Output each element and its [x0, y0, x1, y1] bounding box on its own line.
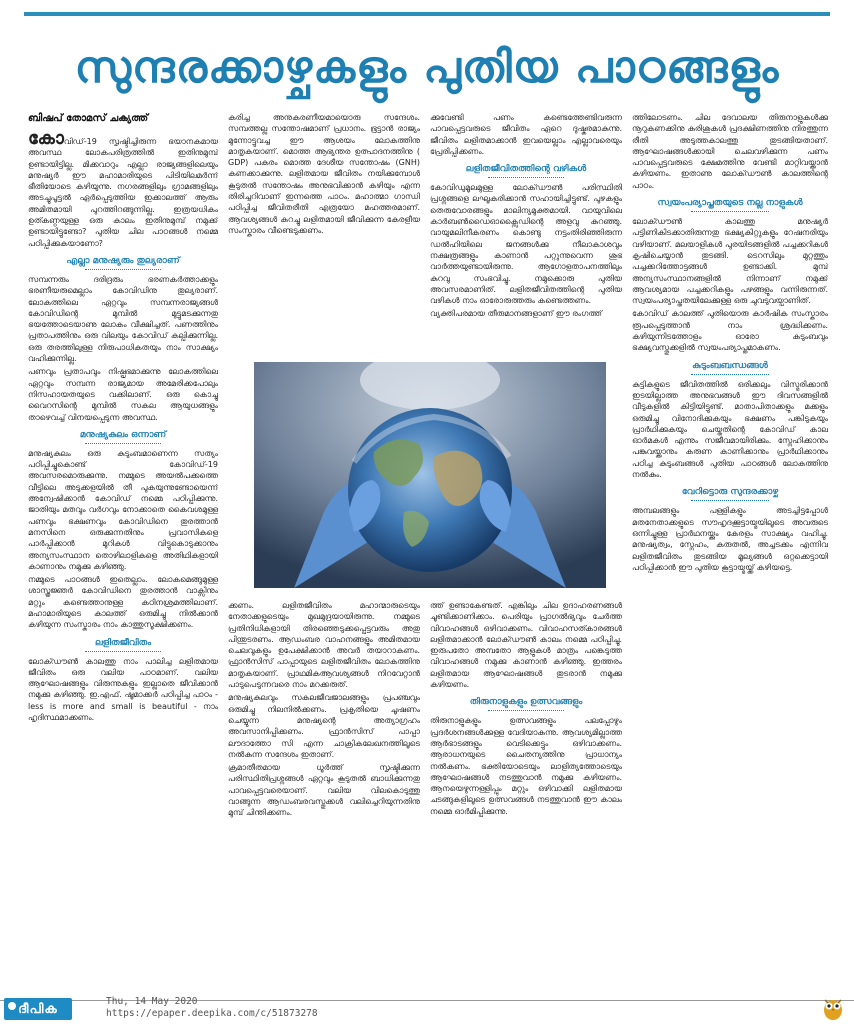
epaper-url[interactable]: https://epaper.deepika.com/c/51873278 [106, 1008, 318, 1019]
logo-dot-icon [8, 1002, 16, 1010]
paragraph: മനുഷ്യകുലം ഒരു കുടുംബമാണെന്ന സത്യം പഠിപ്പിച്ചുകൊണ്ട് കോവിഡ്-19 അവസരമൊരുക്കുന്നു. നമ്മുടെ അയൽപക്കത്തെ വീട്ടിലെ അടുക്കളയിൽ തീ പുകയുന്നുണ്ടോയെന്ന് അന്വേഷിക്കാൻ കോവിഡ് നമ്മെ പഠിപ്പിക്കുന്നു. ജാതിയും മതവും വർഗവും നോക്കാതെ കൈവശമുള്ള പണവും ഭക്ഷണവും കോവിഡിനെ തുരത്താൻ മനസിനെ ഒരുക്കുന്നതിനും പ്രവാസികളെ പാർപ്പിക്കാൻ മുറികൾ വിട്ടുകൊടുക്കാനും അന്യസംസ്ഥാന തൊഴിലാളികളെ അതിഥികളായി കാണാനും നമുക്കു കഴിഞ്ഞു. [28, 448, 218, 571]
column-4 [632, 112, 828, 970]
deepika-logo[interactable] [4, 998, 72, 1020]
paragraph: സമ്പന്നരും ദരിദ്രരും ഭരണകർത്താക്കളും ഭരണീയരുമെല്ലാം കോവിഡിനു തുല്യരാണ്. ലോകത്തിലെ ഏറ്റവും സമ്പന്നരാജ്യങ്ങൾ കോവിഡിന്റെ മുമ്പിൽ മുട്ടുമടക്കുന്നതു ഭയത്തോടെയാണു ലോകം വീക്ഷിച്ചത്. പണത്തിനും പ്രതാപത്തിനും ഒരു വിലയും കോവിഡ് കല്പിക്കുന്നില്ല. ഒരു തരത്തിലുള്ള നിരുപാധികതയും നാം സാക്ഷ്യം വഹിക്കുന്നില്ല. [28, 274, 218, 364]
top-rule [24, 12, 830, 16]
subhead-self-sufficiency: സ്വയംപര്യാപ്തതയുടെ നല്ല നാളുകൾ [632, 197, 828, 212]
paragraph: കരിച്ച അനുകരണീയമായൊരു സന്ദേശം. സമ്പത്തല്ല സന്തോഷമാണ് പ്രധാനം. ഭൂട്ടാൻ രാജ്യം മുന്നോട്ടുവച്ച ഈ ആശയം ലോകത്തിനു മാതൃകയാണ്. മൊത്ത ആഭ്യന്തര ഉത്പാദനത്തിനു ( GDP) പകരം മൊത്ത ദേശീയ സന്തോഷം (GNH) കണക്കാക്കുന്നു. ലളിതമായ ജീവിതം നയിക്കുമ്പോൾ കൂടുതൽ സന്തോഷം അനുഭവിക്കാൻ കഴിയും എന്ന തിരിച്ചറിവാണ് ഇന്നത്തെ പാഠം. മഹാത്മാ ഗാന്ധി പഠിപ്പിച്ച ജീവിതരീതി എത്രയോ മഹത്തരമാണ്. ആവശ്യങ്ങൾ കുറച്ചു ലളിതമായി ജീവിക്കുന്ന കേരളീയ സംസ്കാരം വീണ്ടെടുക്കണം. [228, 113, 420, 235]
paragraph: ലോക്ഡൗൺ കാലത്തു മനുഷ്യർ പട്ടിണികിടക്കാതിരുന്നതു ഭക്ഷ്യകിറ്റുകളും റേഷനരിയും വഴിയാണ്. മലയാളികൾ പുരയിടങ്ങളിൽ പച്ചക്കറികൾ കൃഷിചെയ്യാൻ തുടങ്ങി. ടെറസിലും മുറ്റത്തും പച്ചക്കറിത്തോട്ടങ്ങൾ ഉണ്ടാക്കി. മുമ്പ് അന്യസംസ്ഥാനങ്ങളിൽ നിന്നാണ് നമുക്ക് ആവശ്യമായ പച്ചക്കറികളും പഴങ്ങളും വന്നിരുന്നത്. സ്വയംപര്യാപ്തതയിലേക്കുള്ള ഒരു ചുവടുവയ്പാണിത്. [632, 217, 828, 306]
publish-date: Thu, 14 May 2020 [106, 996, 198, 1007]
paragraph: പണവും പ്രതാപവും നിഷ്പ്രഭമാക്കുന്നു ലോകത്തിലെ ഏറ്റവും സമ്പന്ന രാജ്യമായ അമേരിക്കപോലും നിസഹായതയുടെ വക്കിലാണ്. ഒരു കൊച്ചു വൈറസിന്റെ മുമ്പിൽ സകല ആയുധങ്ങളും താഴെവച്ച് വിനയപ്പെടുന്ന അവസ്ഥ. [28, 367, 218, 422]
subhead-equality: എല്ലാ മനുഷ്യരും തുല്യരാണ് [28, 255, 218, 270]
footer [0, 994, 854, 1024]
paragraph: ക്കുവേണ്ടി പണം കണ്ടെത്തേണ്ടിവരുന്ന പാവപ്പെട്ടവരുടെ ജീവിതം ഏറെ ദുഷ്കരമാകുന്നു. ജീവിതം ലളിതമാക്കാൻ ഇവയെല്ലാം എല്ലാവരെയും പ്രേരിപ്പിക്കണം. [430, 113, 622, 156]
intro-paragraph [28, 128, 218, 249]
logo-text: ദീപിക [18, 1001, 58, 1017]
paragraph: ക്രമാതീതമായ ധൂർത്ത് സൃഷ്ടിക്കുന്ന പരിസ്ഥിതിപ്രശ്നങ്ങൾ ഏറ്റവും കൂടുതൽ ബാധിക്കുന്നതു പാവപ്പെട്ടവരെയാണ്. വലിയ വിലകൊടുത്തു വാങ്ങുന്ന ആഡംബരവസ്തുക്കൾ വലിച്ചെറിയുന്നതിനു മുമ്പ് ചിന്തിക്കണം. [228, 763, 420, 818]
paragraph: അമ്പലങ്ങളും പള്ളികളും അടച്ചിട്ടപ്പോൾ മതനേതാക്കളുടെ സൗഹൃദക്കൂട്ടായ്മയിലൂടെ അവരുടെ ഒന്നിച്ചുള്ള പ്രാർഥനയ്ക്കും കേരളം സാക്ഷ്യം വഹിച്ചു. മനുഷ്യത്വം, സ്നേഹം, കരുതൽ, അച്ചടക്കം എന്നിവ ലളിതജീവിതം തുടങ്ങിയ മൂല്യങ്ങൾ ഒറ്റക്കെട്ടായി പഠിപ്പിക്കാൻ ഈ പുതിയ കൂട്ടായ്മയ്ക്ക് കഴിയട്ടെ. [632, 506, 828, 572]
dropcap: കോ [28, 128, 64, 149]
paragraph: കോവിഡുമൂലമുള്ള ലോക്ഡൗൺ പരിസ്ഥിതി പ്രശ്നങ്ങളെ ലഘൂകരിക്കാൻ സഹായിച്ചിട്ടുണ്ട്. പുഴകളും തെരുവോരങ്ങളും മാലിന്യമുക്തമായി. വായുവിലെ കാർബൺഡൈഓക്സൈഡിന്റെ അളവു കുറഞ്ഞു. വായുമലിനീകരണം കൊണ്ടു നട്ടംതിരിഞ്ഞിരുന്ന ഡൽഹിയിലെ ജനങ്ങൾക്കു നീലാകാശവും നക്ഷത്രങ്ങളും കാണാൻ പറ്റുന്നുവെന്ന ശുഭ വാർത്തയുണ്ടായിരുന്നു. ആഗോളതാപനത്തിലും കുറവു സംഭവിച്ചു. നമുക്കൊരു പുതിയ അവസരമാണിത്. ലളിതജീവിതത്തിന്റെ പുതിയ വഴികൾ നാം ഓരോരുത്തരും കണ്ടെത്തണം. [430, 183, 622, 306]
subhead-simple-life: ലളിതജീവിതം [28, 637, 218, 652]
paragraph: ത്ത് ഉണ്ടാകേണ്ടത്. എങ്കിലും ചില ഉദാഹരണങ്ങൾ ചൂണ്ടിക്കാണിക്കാം. പെരിയും പ്രാഗൽഭ്യവും ചേർത്ത വിവാഹങ്ങൾ ഒഴിവാക്കണം. വിവാഹസത്കാരങ്ങൾ ലളിതമാക്കാൻ ലോക്ഡൗൺ കാലം നമ്മെ പഠിപ്പിച്ചു. ഇരുപതോ അമ്പതോ ആളുകൾ മാത്രം പങ്കെടുത്ത വിവാഹങ്ങൾ നമുക്കു കാണാൻ കഴിഞ്ഞു. ഇത്തരം ലളിതമായ ആഘോഷങ്ങൾ തുടരാൻ നമുക്കു കഴിയണം. [430, 601, 622, 690]
byline: ബിഷപ് തോമസ് ചക്യത്ത് [28, 113, 149, 124]
paragraph: കുട്ടികളുടെ ജീവിതത്തിൽ ഒരിക്കലും വിസ്മരിക്കാൻ ഇടയില്ലാത്ത അനുഭവങ്ങൾ ഈ ദിവസങ്ങളിൽ വീടുകളിൽ കിട്ടിയിട്ടുണ്ട്. മാതാപിതാക്കളും മക്കളും ഒരുമിച്ചു വിനോദിക്കുകയും ഭക്ഷണം പങ്കിടുകയും പ്രാർഥിക്കുകയും ചെയ്തതിന്റെ കോവിഡ് കാല ഓർമകൾ എന്നും സജീവമായിരിക്കും. സ്നേഹിക്കാനും പങ്കുവയ്ക്കാനും കരുണ കാണിക്കാനും പ്രാർഥിക്കാനും പഠിച്ച കുടുംബങ്ങൾ പുതിയ പാഠങ്ങൾ ലോകത്തിനു നൽകും. [632, 379, 828, 480]
subhead-different-view: വേറിട്ടൊരു സുന്ദരക്കാഴ്ച [632, 486, 828, 501]
paragraph: മനുഷ്യകുലവും സകലജീവജാലങ്ങളും പ്രപഞ്ചവും ഒരുമിച്ചു നിലനിൽക്കണം. പ്രകൃതിയെ ചൂഷണം ചെയ്യുന്ന മനുഷ്യന്റെ അത്യാഗ്രഹം അവസാനിപ്പിക്കണം. ഫ്രാൻസിസ് പാപ്പാ ലൗദാത്തോ സി എന്ന ചാക്രികലേഖനത്തിലൂടെ നൽകുന്ന സന്ദേശം ഇതാണ്. [228, 693, 420, 759]
paragraph: തിരുനാളുകളും ഉത്സവങ്ങളും പലപ്പോഴും പ്രദർശനങ്ങൾക്കുള്ള വേദിയാകുന്നു. ആവശ്യമില്ലാത്ത ആർഭാടങ്ങളും വെടിക്കെട്ടും ഒഴിവാക്കണം. ആരാധനയുടെ ചൈതന്യത്തിനു പ്രാധാന്യം നൽകണം. ഭക്തിയോടെയും ലാളിത്യത്തോടെയും ആഘോഷങ്ങൾ നടത്തുവാൻ നമുക്കു കഴിയണം. ആനയെഴുന്നള്ളിപ്പും മറ്റും ഒഴിവാക്കി ലളിതമായ ചടങ്ങുകളിലൂടെ ഉത്സവങ്ങൾ നടത്തുവാൻ ഈ കാലം നമ്മെ ഓർമിപ്പിക്കുന്നു. [430, 716, 622, 816]
subhead-humanity: മനുഷ്യകുലം ഒന്നാണ് [28, 429, 218, 444]
subhead-family-bonds: കുടുംബബന്ധങ്ങൾ [632, 360, 828, 375]
paragraph: വ്യക്തിപരമായ തീരുമാനങ്ങളാണ് ഈ രംഗത്ത് [430, 309, 602, 319]
column-2-top [228, 112, 420, 358]
subhead-simple-ways: ലളിതജീവിതത്തിന്റെ വഴികൾ [430, 163, 622, 178]
column-3-bottom [430, 600, 622, 970]
headline: സുന്ദരക്കാഴ്ചകളും പുതിയ പാഠങ്ങളും [74, 41, 780, 93]
column-1 [28, 112, 218, 970]
column-2-bottom [228, 600, 420, 970]
paragraph: ക്കണം. ലളിതജീവിതം മഹാന്മാരുടെയും നേതാക്കളുടെയും മുഖമുദ്രയായിരുന്നു. നമ്മുടെ പ്രതിനിധികളായി തിരഞ്ഞെടുക്കപ്പെട്ടവരും അതു പിന്തുടരണം. ആഡംബര വാഹനങ്ങളും അമിതമായ ചെലവുകളും ഉപേക്ഷിക്കാൻ അവർ തയാറാകണം. ഫ്രാൻസിസ് പാപ്പായുടെ ലളിതജീവിതം ലോകത്തിനു മാതൃകയാണ്. പ്രാഥമികആവശ്യങ്ങൾ നിറവേറ്റാൻ പാടുപെടുന്നവരെ നാം മറക്കരുത്. [228, 601, 420, 690]
subhead-festivals: തിരുനാളുകളും ഉത്സവങ്ങളും [430, 696, 622, 711]
paragraph: ലോക്ഡൗൺ കാലത്തു നാം പാലിച്ച ലളിതമായ ജീവിതം ഒരു വലിയ പാഠമാണ്. വലിയ ആഘോഷങ്ങളും വിരുന്നുകളും ഇല്ലാതെ ജീവിക്കാൻ നമുക്കു കഴിഞ്ഞു. ഇ.എഫ്. ഷൂമാക്കർ പഠിപ്പിച്ച പാഠം - less is more and small is beautiful - നാം ഹൃദിസ്ഥമാക്കണം. [28, 656, 218, 723]
paragraph: കോവിഡ് കാലത്ത് പുതിയൊരു കാർഷിക സംസ്കാരം രൂപപ്പെടുത്താൻ നാം ശ്രദ്ധിക്കണം. കഴിയുന്നിടത്തോളം ഓരോ കുടുംബവും ഭക്ഷ്യവസ്തുക്കളിൽ സ്വയംപര്യാപ്തമാകണം. [632, 309, 828, 353]
column-3-top [430, 112, 622, 358]
paragraph: നമ്മുടെ പാഠങ്ങൾ ഇതെല്ലാം. ലോകമെങ്ങുമുള്ള ശാസ്ത്രജ്ഞർ കോവിഡിനെ തുരത്താൻ വാക്സിനും മറ്റും കണ്ടെത്താനുള്ള കഠിനശ്രമത്തിലാണ്. മഹാമാരിയുടെ കാലത്ത് ഒരുമിച്ചു നിൽക്കാൻ കഴിയുന്ന സംസ്കാരം നാം കാത്തുസൂക്ഷിക്കണം. [28, 575, 218, 630]
photo-illustration [254, 362, 606, 588]
footer-meta [106, 996, 318, 1020]
intro-text: വിഡ്-19 സൃഷ്ടിച്ചിരുന്ന ഭയാനകമായ അവസ്ഥ ലോകപരിത്രത്തിൽ ഇതിനുമുമ്പ് ഉണ്ടായിട്ടില്ല. മിക്കവാറും എല്ലാ രാജ്യങ്ങളിലെയും മനുഷ്യർ ഈ മഹാമാരിയുടെ പിടിയിലമർന്ന് ഭീതിയോടെ കഴിയുന്നു. നഗരങ്ങളിലും ഗ്രാമങ്ങളിലും അടച്ചുപൂട്ടൽ ഏർപ്പെടുത്തിയ ഇക്കാലത്ത് ആരും അമിതമായി പുറത്തിറങ്ങുന്നില്ല. ഇത്രയധികം ഉത്കണ്ഠയുള്ള ഒരു കാലം ഇതിനുമുമ്പ് നമുക്ക് ഉണ്ടായിട്ടുണ്ടോ? പുതിയ ചില പാഠങ്ങൾ നമ്മെ പഠിപ്പിക്കുകയാണോ? [28, 137, 218, 248]
earth-in-gloved-hands-photo [254, 362, 606, 588]
owl-icon [822, 996, 844, 1020]
paragraph: ത്തിലോടണം. ചില ദേവാലയ തിരുനാളുകൾക്കു നൂറുകണക്കിനു കുരിശുകൾ പ്രദക്ഷിണത്തിനു നിരത്തുന്ന രീതി അടുത്തകാലത്തു തുടങ്ങിയതാണ്. ആഘോഷങ്ങൾക്കായി ചെലവഴിക്കുന്ന പണം പാവപ്പെട്ടവരുടെ ക്ഷേമത്തിനു വേണ്ടി മാറ്റിവയ്ക്കാൻ കഴിയണം. ഇതാണു ലോക്ഡൗൺ കാലത്തിന്റെ പാഠം. [632, 113, 828, 190]
